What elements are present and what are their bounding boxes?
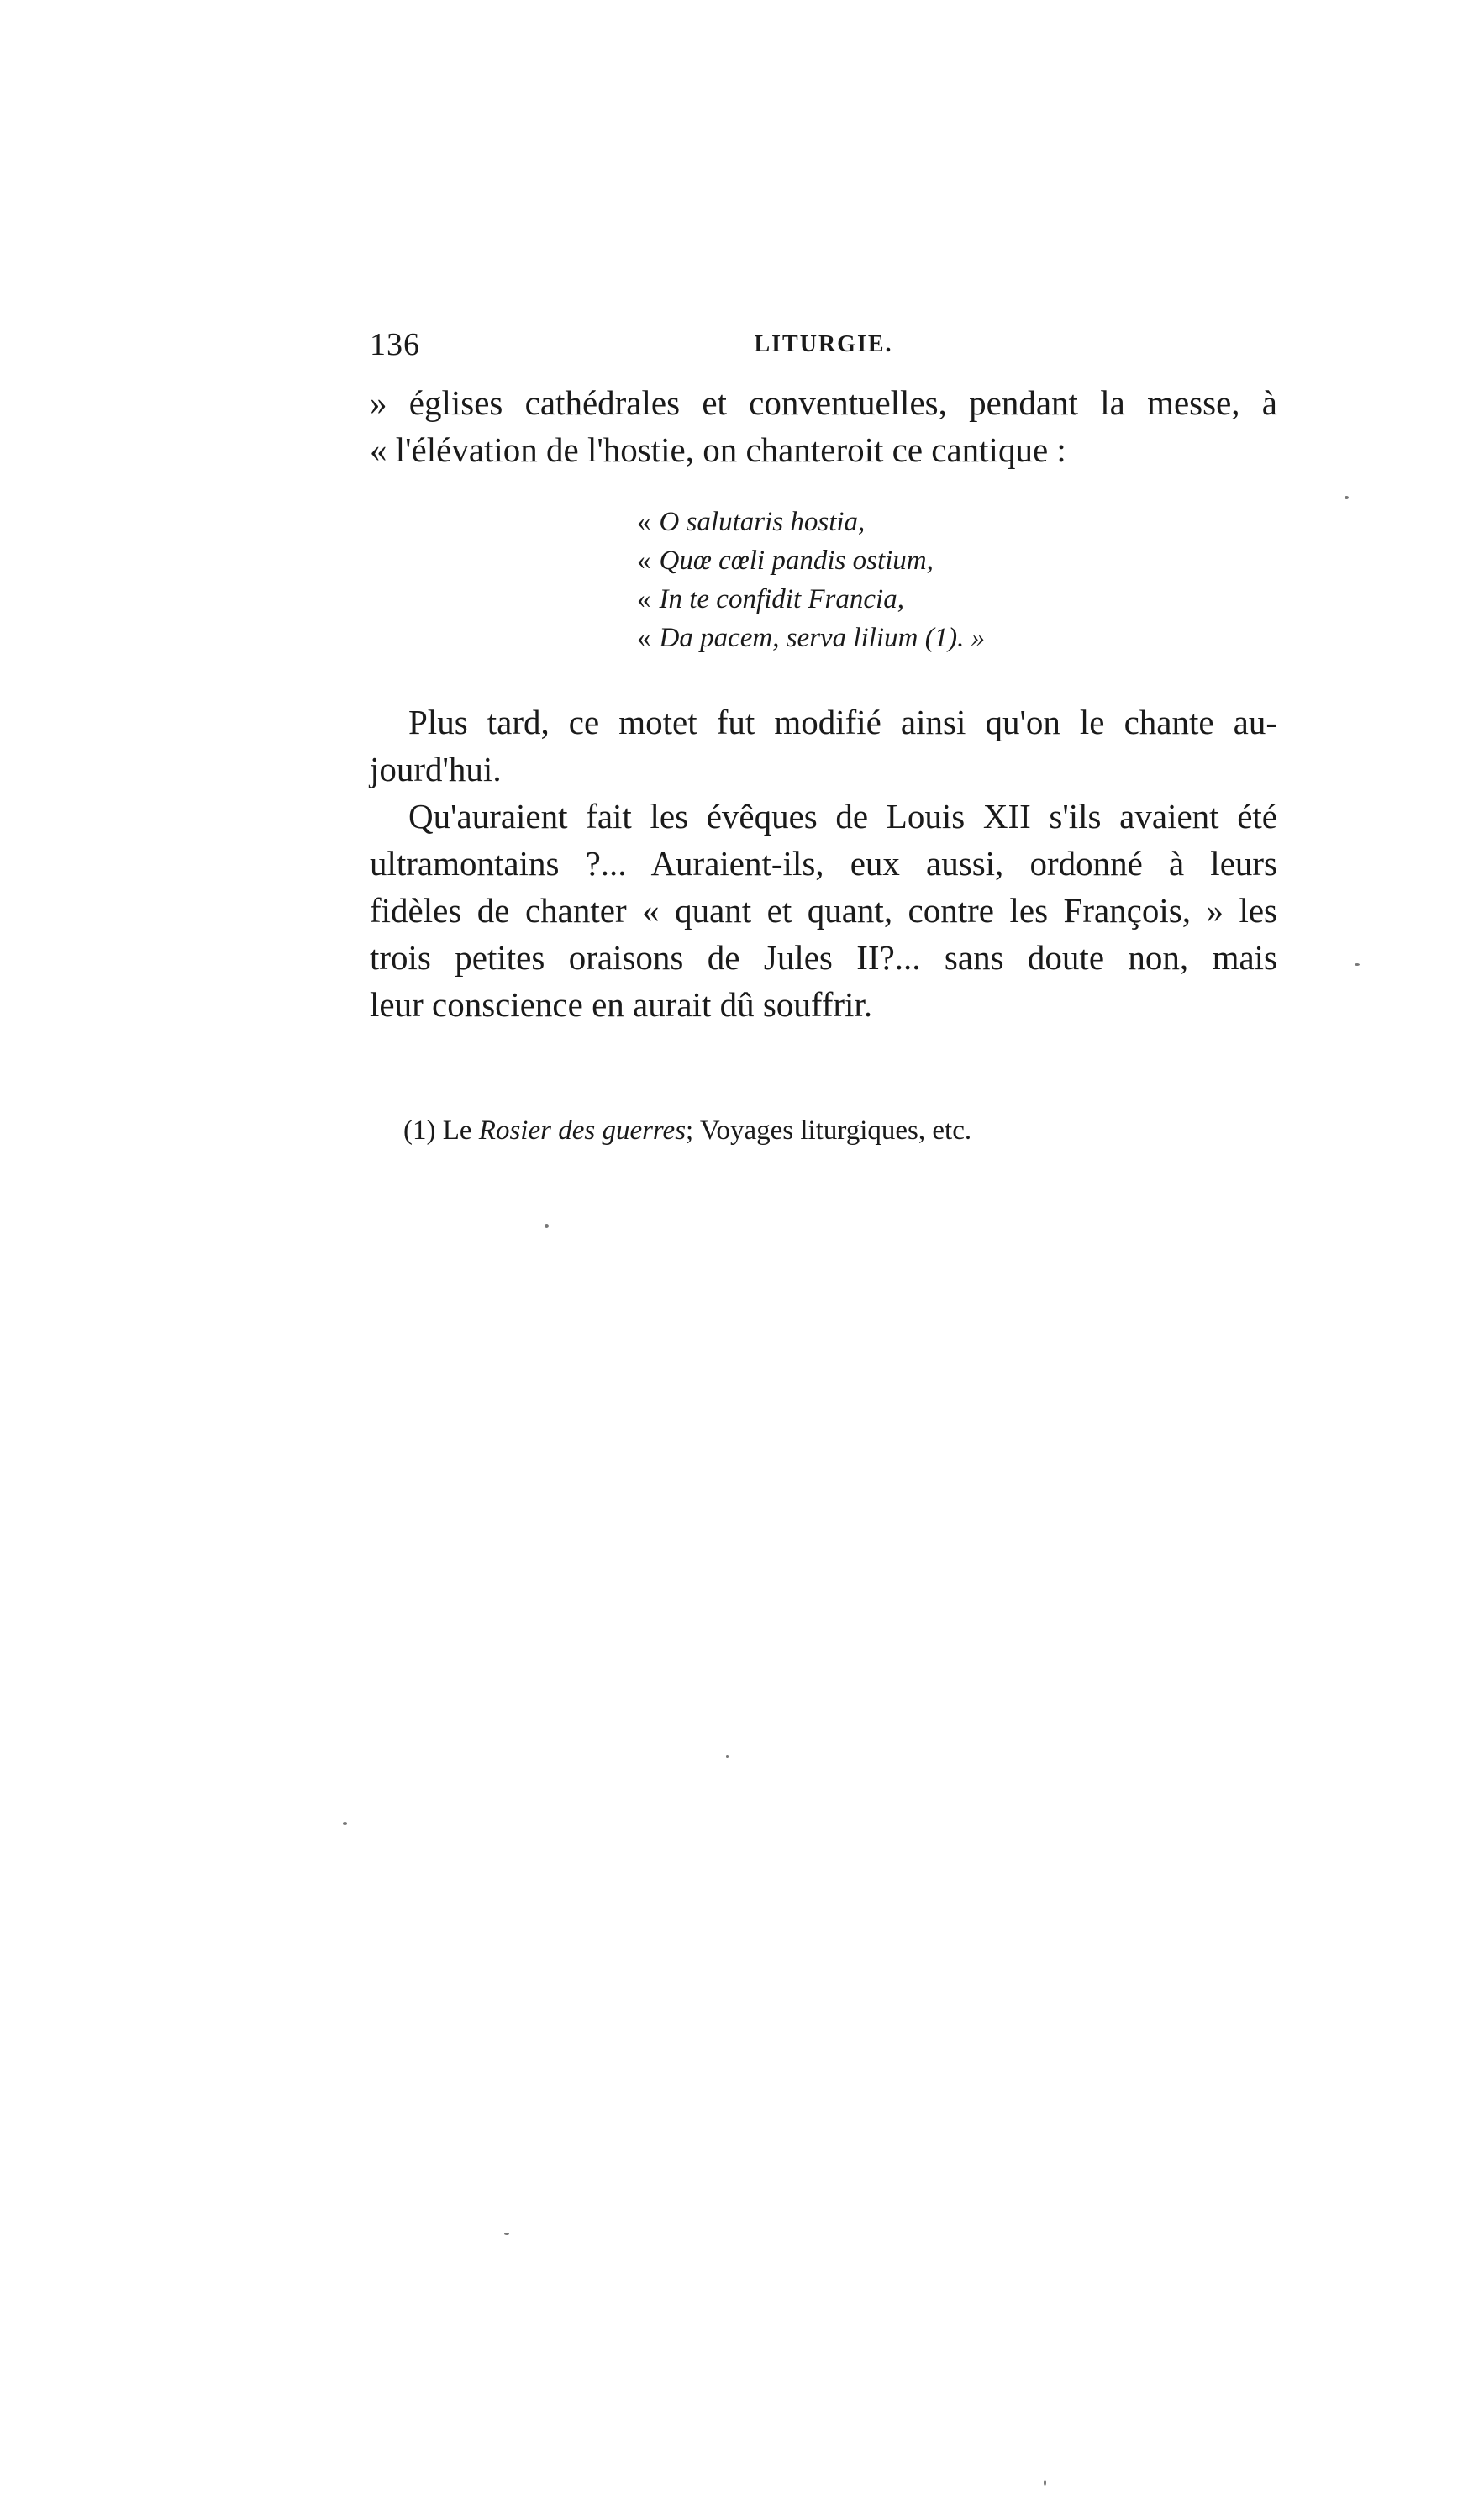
intro-line-1: » églises cathédrales et conventuelles, pendant la messe, à bbox=[370, 383, 1277, 422]
hymn-quote: « bbox=[637, 584, 651, 614]
hymn-line-1 bbox=[637, 503, 865, 541]
footnote-title: Rosier des guerres bbox=[478, 1115, 687, 1146]
page-header bbox=[370, 326, 1277, 360]
paragraph-1-line-2: jourd'hui. bbox=[370, 750, 502, 788]
hymn-text: Da pacem, serva lilium (1). » bbox=[659, 623, 986, 653]
paper-speck bbox=[1345, 496, 1349, 499]
footnote bbox=[403, 1111, 971, 1150]
intro-line-2: « l'élévation de l'hostie, on chanteroit ce cantique : bbox=[370, 430, 1066, 469]
hymn-line-4 bbox=[637, 619, 985, 657]
paragraph-2-line-3: fidèles de chanter « quant et quant, contre les François, » les bbox=[370, 891, 1277, 930]
hymn-quote: « bbox=[637, 546, 651, 576]
hymn-line-2 bbox=[637, 541, 934, 580]
paragraph-2-line-2: ultramontains ?... Auraient-ils, eux aussi, ordonné à leurs bbox=[370, 844, 1277, 883]
running-title: LITURGIE. bbox=[754, 331, 893, 357]
paper-speck bbox=[1044, 2480, 1046, 2486]
page-number: 136 bbox=[370, 327, 420, 362]
hymn-quote: « bbox=[637, 623, 651, 653]
paragraph-2-line-5: leur conscience en aurait dû souffrir. bbox=[370, 985, 873, 1024]
hymn-text: Quœ cœli pandis ostium, bbox=[659, 546, 934, 576]
paper-speck bbox=[343, 1822, 347, 1825]
hymn-text: In te confidit Francia, bbox=[659, 584, 904, 614]
hymn-text: O salutaris hostia, bbox=[659, 507, 866, 537]
paper-speck bbox=[1355, 963, 1360, 966]
footnote-rest: ; Voyages liturgiques, etc. bbox=[686, 1115, 972, 1146]
paragraph-2-line-4: trois petites oraisons de Jules II?... sans doute non, mais bbox=[370, 938, 1277, 977]
paper-speck bbox=[504, 2233, 509, 2235]
footnote-marker: (1) Le bbox=[403, 1115, 472, 1146]
paper-speck bbox=[545, 1224, 549, 1228]
hymn-quote: « bbox=[637, 507, 651, 537]
paper-speck bbox=[726, 1755, 729, 1758]
paragraph-2-line-1: Qu'auraient fait les évêques de Louis XII s'ils avaient été bbox=[408, 797, 1277, 836]
paragraph-1-line-1: Plus tard, ce motet fut modifié ainsi qu'on le chante au- bbox=[408, 703, 1277, 741]
hymn-line-3 bbox=[637, 580, 904, 619]
